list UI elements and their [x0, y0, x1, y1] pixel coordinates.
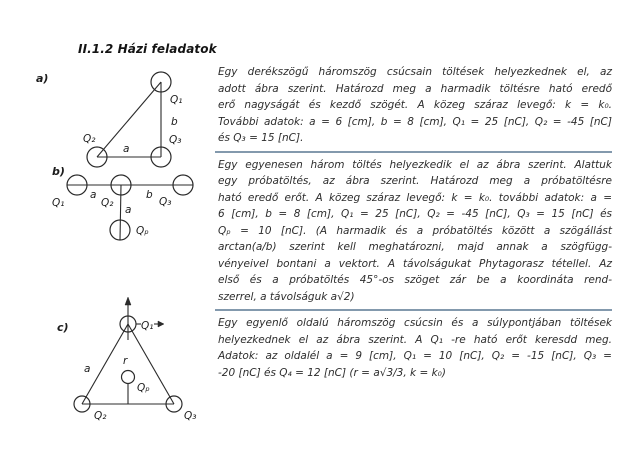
charge-qp-node [122, 371, 135, 384]
separator-line [215, 151, 612, 153]
text-line: arctan(a/b) szerint kell meghatározni, majd annak a szögfügg- [218, 241, 612, 253]
diagram-c [57, 297, 196, 422]
problem-a-text [218, 64, 612, 147]
diagram-a [36, 72, 182, 167]
text-line: adott ábra szerint. Határozd meg a harmadik töltésre ható eredő [218, 82, 612, 95]
text-line: Egy egyenlő oldalú háromszög csúcsin és a súlypontjában töltések [218, 317, 612, 329]
label-q3: Q₃ [159, 196, 172, 208]
problem-c-text [218, 315, 612, 381]
label-q2: Q₂ [101, 197, 114, 209]
label-q3: Q₃ [184, 410, 197, 422]
diagram-b [52, 165, 193, 240]
text-line: ható eredő erőt. A közeg száraz levegő: k = k₀. további adatok: a = [218, 191, 612, 204]
text-line: 6 [cm], b = 8 [cm], Q₁ = 25 [nC], Q₂ = -45 [nC], Q₃ = 15 [nC] és [218, 208, 612, 220]
label-dist-a2: a [125, 204, 132, 216]
label-q2: Q₂ [83, 133, 96, 145]
label-side-a: a [123, 143, 130, 155]
text-line: egy próbatöltés, az ábra szerint. Határozd meg a próbatöltésre [218, 175, 612, 187]
label-dist-b: b [146, 189, 153, 201]
text-line: Adatok: az oldalél a = 9 [cm], Q₁ = 10 [nC], Q₂ = -15 [nC], Q₃ = [218, 350, 612, 362]
y-axis-arrowhead-icon [125, 297, 131, 305]
label-side-b: b [171, 116, 178, 128]
text-line: első és a próbatöltés 45°-os szöget zár be a koordináta rend- [218, 274, 612, 286]
label-dist-a: a [90, 189, 97, 201]
diagram-a-letter: a) [36, 72, 49, 85]
label-q1: Q₁ [52, 197, 65, 209]
text-line: vényeivel bontani a vektort. A távolságukat Phytagorasz tétellel. Az [218, 257, 612, 270]
label-q1: Q₁ [141, 320, 154, 332]
page-title: II.1.2 Házi feladatok [78, 42, 217, 56]
text-line: Egy derékszögű háromszög csúcsain töltések helyezkednek el, az [218, 66, 612, 78]
text-line: Egy egyenesen három töltés helyezkedik el az ábra szerint. Alattuk [218, 158, 612, 171]
problems-text-column [218, 64, 612, 381]
diagram-b-letter: b) [52, 165, 65, 178]
probe-offset-line [120, 185, 121, 240]
label-qp: Qₚ [137, 382, 150, 394]
text-line: -20 [nC] és Q₄ = 12 [nC] (r = a√3/3, k = k₀) [218, 366, 446, 379]
label-qp: Qₚ [136, 225, 149, 237]
triangle-right-side [128, 324, 174, 404]
text-line: Qₚ = 10 [nC]. (A harmadik és a próbatöltés között a szögállást [218, 224, 612, 237]
text-line: szerrel, a távolságuk a√2) [218, 290, 355, 303]
separator-line [215, 309, 612, 311]
text-line: További adatok: a = 6 [cm], b = 8 [cm], Q₁ = 25 [nC], Q₂ = -45 [nC] [218, 115, 612, 128]
diagram-c-letter: c) [57, 321, 69, 334]
problem-b-text [218, 157, 612, 306]
text-line: helyezkednek el az ábra szerint. A Q₁ -re ható erőt keresdd meg. [218, 333, 612, 346]
text-line: erő nagyságát és kezdő szögét. A közeg száraz levegő: k = k₀. [218, 99, 612, 111]
label-q1: Q₁ [170, 94, 183, 106]
x-axis-arrowhead-icon [158, 321, 164, 327]
text-line: és Q₃ = 15 [nC]. [218, 132, 304, 144]
label-q3: Q₃ [169, 134, 182, 146]
label-q2: Q₂ [94, 410, 107, 422]
label-radius: r [123, 355, 128, 367]
label-side-a: a [84, 363, 91, 375]
